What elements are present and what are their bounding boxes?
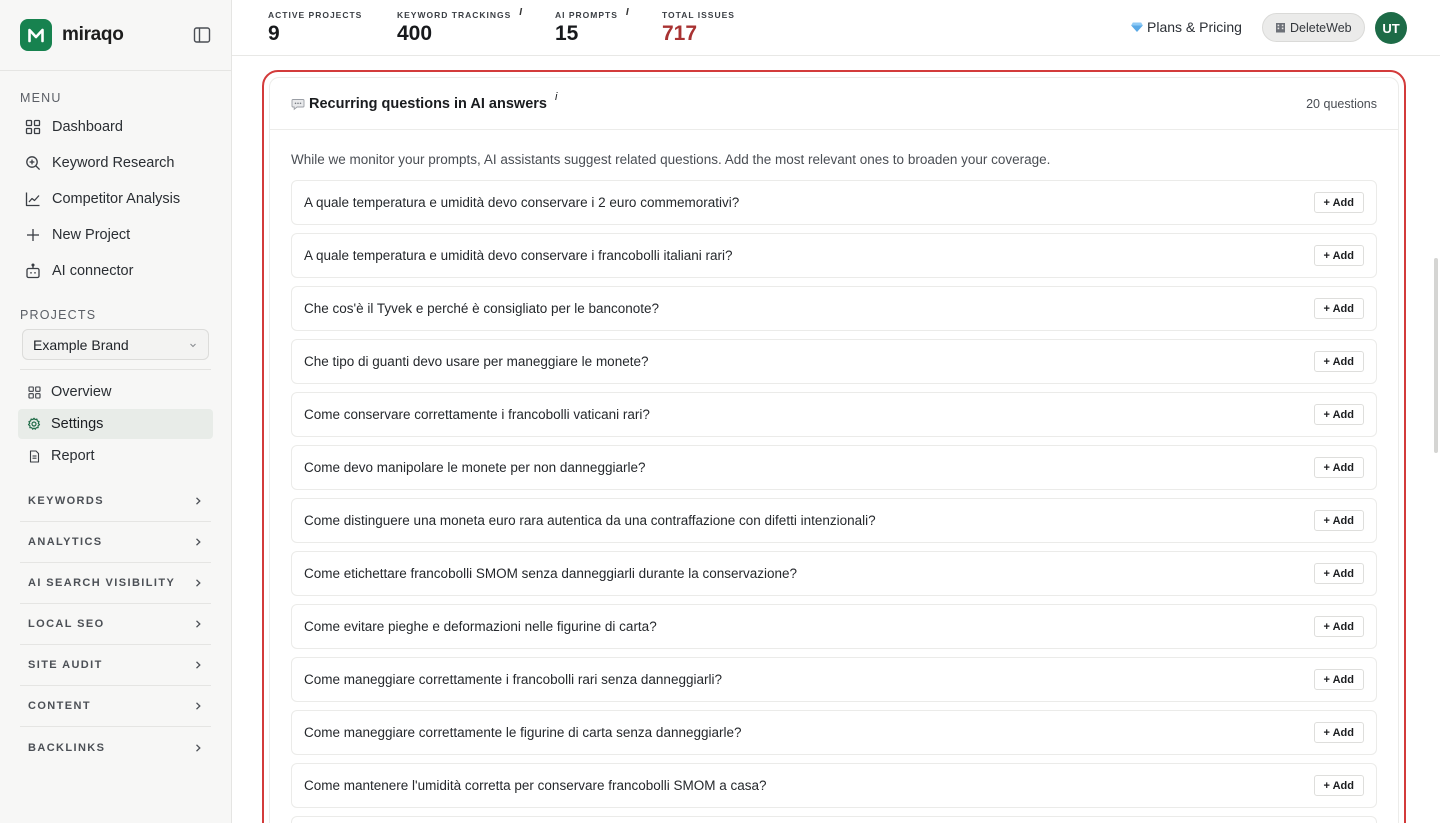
section-analytics-label: ANALYTICS xyxy=(28,536,103,548)
question-text: Che tipo di guanti devo usare per maneggiare le monete? xyxy=(304,354,649,369)
stat-value: 400 xyxy=(397,22,433,45)
nav-keyword-research-label: Keyword Research xyxy=(52,155,175,171)
menu-label: MENU xyxy=(20,91,62,105)
section-content-label: CONTENT xyxy=(28,700,91,712)
question-list xyxy=(270,180,1398,823)
section-site-audit[interactable] xyxy=(20,645,211,686)
stat-value: 15 xyxy=(555,22,579,45)
section-backlinks[interactable] xyxy=(20,727,211,768)
projects-label: PROJECTS xyxy=(20,308,97,322)
stat-label: AI PROMPTS xyxy=(555,10,618,20)
sub-nav-settings[interactable] xyxy=(18,409,213,439)
stat-value: 9 xyxy=(268,22,280,45)
card-description: While we monitor your prompts, AI assistants suggest related questions. Add the most relevant ones to broaden your coverage. xyxy=(291,152,1051,167)
nav-dashboard[interactable] xyxy=(0,109,231,145)
add-question-button[interactable]: + Add xyxy=(1314,457,1364,478)
question-text: Come conservare correttamente i francobolli vaticani rari? xyxy=(304,407,650,422)
question-row xyxy=(291,551,1377,596)
section-keywords[interactable] xyxy=(20,481,211,522)
add-question-button[interactable]: + Add xyxy=(1314,298,1364,319)
stat-value: 717 xyxy=(662,22,698,45)
question-row xyxy=(291,604,1377,649)
question-count: 20 questions xyxy=(1306,96,1377,111)
brand-logo[interactable] xyxy=(20,19,52,51)
speech-bubble-icon xyxy=(291,97,305,111)
stat-label: ACTIVE PROJECTS xyxy=(268,10,363,20)
section-keywords-label: KEYWORDS xyxy=(28,495,104,507)
question-text: Come etichettare francobolli SMOM senza danneggiarli durante la conservazione? xyxy=(304,566,798,581)
stat-label: TOTAL ISSUES xyxy=(662,10,735,20)
section-content[interactable] xyxy=(20,686,211,727)
card-title-wrap xyxy=(291,90,558,112)
nav-competitor-analysis-label: Competitor Analysis xyxy=(52,191,181,207)
project-select[interactable] xyxy=(22,329,209,360)
logo-m-icon xyxy=(27,26,45,44)
info-icon[interactable]: I xyxy=(519,7,524,18)
chevron-right-icon xyxy=(193,701,203,711)
add-question-button[interactable]: + Add xyxy=(1314,510,1364,531)
main-nav xyxy=(0,109,231,289)
info-icon[interactable]: I xyxy=(625,7,630,18)
brand-name: miraqo xyxy=(62,24,124,45)
nav-ai-connector-label: AI connector xyxy=(52,263,134,279)
section-analytics[interactable] xyxy=(20,522,211,563)
question-text: A quale temperatura e umidità devo conservare i 2 euro commemorativi? xyxy=(304,195,740,210)
question-row xyxy=(291,445,1377,490)
sidebar-toggle-icon[interactable] xyxy=(193,26,211,44)
nav-keyword-research[interactable] xyxy=(0,145,231,181)
question-row xyxy=(291,498,1377,543)
add-question-button[interactable]: + Add xyxy=(1314,245,1364,266)
chevron-right-icon xyxy=(193,743,203,753)
stat-active-projects xyxy=(268,10,362,46)
stat-keyword-trackings xyxy=(397,7,524,46)
nav-ai-connector[interactable] xyxy=(0,253,231,289)
top-bar xyxy=(232,0,1440,56)
project-select-value: Example Brand xyxy=(33,336,129,353)
workspace-name: DeleteWeb xyxy=(1290,20,1352,35)
nav-competitor-analysis[interactable] xyxy=(0,181,231,217)
question-row xyxy=(291,763,1377,808)
chevron-down-icon xyxy=(188,340,198,350)
section-local-seo[interactable] xyxy=(20,604,211,645)
card-header xyxy=(270,78,1398,130)
card-inner xyxy=(269,77,1399,823)
chevron-right-icon xyxy=(193,496,203,506)
chevron-right-icon xyxy=(193,537,203,547)
divider xyxy=(20,369,211,370)
add-question-button[interactable]: + Add xyxy=(1314,404,1364,425)
chevron-right-icon xyxy=(193,660,203,670)
line-chart-icon xyxy=(24,190,42,208)
building-icon xyxy=(1275,22,1286,33)
chevron-right-icon xyxy=(193,619,203,629)
grid-small-icon xyxy=(27,385,41,399)
question-text: Come evitare pieghe e deformazioni nelle figurine di carta? xyxy=(304,619,657,634)
add-question-button[interactable]: + Add xyxy=(1314,669,1364,690)
gear-icon xyxy=(27,417,41,431)
add-question-button[interactable]: + Add xyxy=(1314,616,1364,637)
robot-icon xyxy=(24,262,42,280)
section-backlinks-label: BACKLINKS xyxy=(28,741,106,754)
question-row xyxy=(291,710,1377,755)
stat-ai-prompts xyxy=(555,7,630,46)
card-title: Recurring questions in AI answers xyxy=(309,95,547,112)
nav-new-project-label: New Project xyxy=(52,227,131,243)
question-row xyxy=(291,233,1377,278)
avatar[interactable]: UT xyxy=(1375,12,1407,44)
question-text: Come devo manipolare le monete per non danneggiarle? xyxy=(304,460,646,475)
stat-total-issues xyxy=(662,10,735,46)
sub-nav-overview-label: Overview xyxy=(51,384,112,400)
question-text: A quale temperatura e umidità devo conservare i francobolli italiani rari? xyxy=(304,248,733,263)
plans-pricing-link[interactable] xyxy=(1131,19,1242,35)
section-site-audit-label: SITE AUDIT xyxy=(28,659,103,671)
question-text: Che cos'è il Tyvek e perché è consigliato per le banconote? xyxy=(304,301,660,316)
add-question-button[interactable]: + Add xyxy=(1314,192,1364,213)
project-nav xyxy=(0,377,231,471)
search-icon xyxy=(24,154,42,172)
section-ai-search-visibility-label: AI SEARCH VISIBILITY xyxy=(28,577,176,589)
sub-nav-overview[interactable] xyxy=(18,377,213,407)
question-row xyxy=(291,339,1377,384)
gem-icon xyxy=(1131,21,1143,33)
info-icon[interactable]: i xyxy=(554,90,558,103)
plus-icon xyxy=(24,226,42,244)
nav-dashboard-label: Dashboard xyxy=(52,119,123,135)
question-row xyxy=(291,657,1377,702)
sidebar xyxy=(0,0,232,823)
nav-new-project[interactable] xyxy=(0,217,231,253)
add-question-button[interactable]: + Add xyxy=(1314,351,1364,372)
grid-icon xyxy=(24,118,42,136)
question-text: Come maneggiare correttamente le figurine di carta senza danneggiarle? xyxy=(304,725,742,740)
question-row xyxy=(291,816,1377,823)
add-question-button[interactable]: + Add xyxy=(1314,722,1364,743)
question-text: Come maneggiare correttamente i francobolli rari senza danneggiarli? xyxy=(304,672,722,687)
workspace-switcher[interactable] xyxy=(1262,13,1365,42)
document-icon xyxy=(27,449,41,463)
question-row xyxy=(291,286,1377,331)
section-local-seo-label: LOCAL SEO xyxy=(28,618,105,630)
plans-pricing-label: Plans & Pricing xyxy=(1147,19,1242,35)
brand-header xyxy=(0,0,231,71)
question-text: Come mantenere l'umidità corretta per conservare francobolli SMOM a casa? xyxy=(304,778,767,793)
stat-label: KEYWORD TRACKINGS xyxy=(397,10,512,20)
section-list xyxy=(0,481,231,768)
sub-nav-report-label: Report xyxy=(51,448,95,464)
sub-nav-settings-label: Settings xyxy=(51,416,104,432)
question-row xyxy=(291,392,1377,437)
sub-nav-report[interactable] xyxy=(18,441,213,471)
add-question-button[interactable]: + Add xyxy=(1314,775,1364,796)
question-row xyxy=(291,180,1377,225)
section-ai-search-visibility[interactable] xyxy=(20,563,211,604)
add-question-button[interactable]: + Add xyxy=(1314,563,1364,584)
page-scrollbar[interactable] xyxy=(1434,258,1438,453)
chevron-right-icon xyxy=(193,578,203,588)
recurring-questions-card xyxy=(262,70,1406,823)
question-text: Come distinguere una moneta euro rara autentica da una contraffazione con difetti intenzionali? xyxy=(304,513,876,528)
